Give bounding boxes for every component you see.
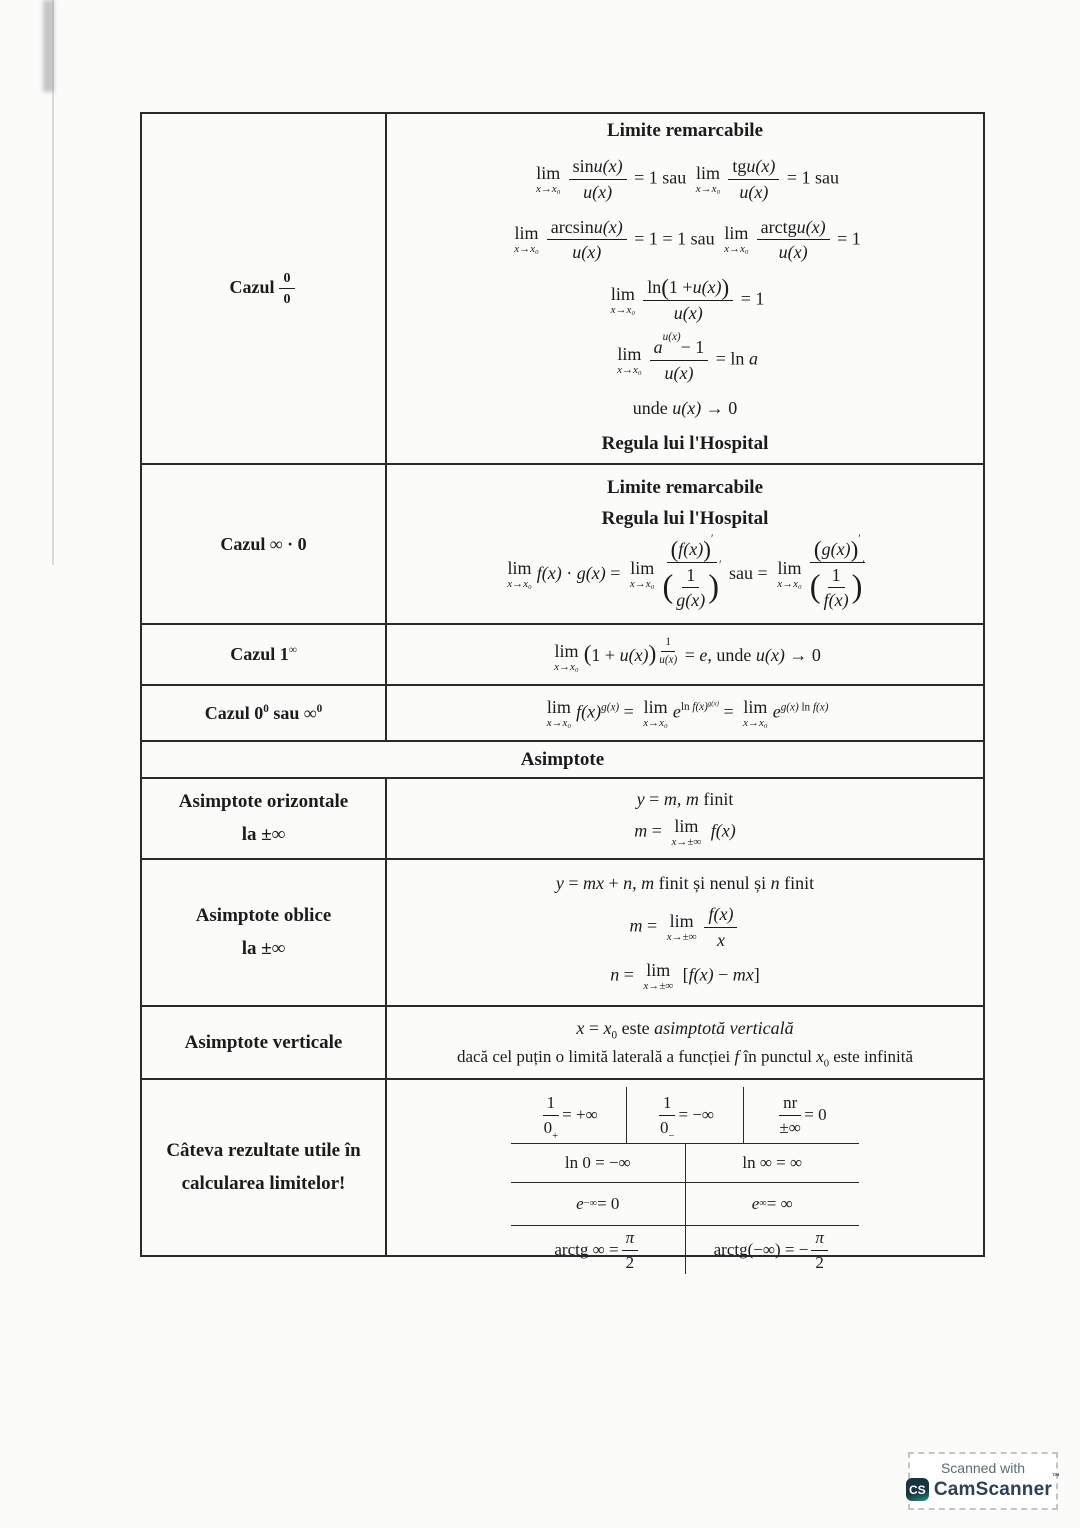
table-row-asimptote-oblice [142,858,983,1005]
label-oblice-line2: la ±∞ [241,938,286,959]
result-e-minus-inf: e −∞ = 0 [576,1194,620,1213]
useful-results-table [511,1087,859,1274]
result-e-inf: e ∞ = ∞ [685,1183,860,1225]
header-regula-lhospital-2: Regula lui l'Hospital [601,507,769,529]
formula-e-limit: lim x→x₀ (1 + u(x)) $^{\frac{1}{u(x)}}$ = e, unde u(x) → 0 [554,636,821,673]
row-content-rezultate [387,1080,983,1272]
label-cazul-0pow0: Cazul $0^0$ sau ∞$^0$ [204,702,323,723]
row-label-cazul-0-0 [142,114,387,463]
row-label-orizontale [142,779,387,858]
table-row-cazul-1-inf [142,623,983,684]
result-ln0: ln 0 = −∞ [564,1153,631,1172]
formula-ln-limit: lim x→x₀ ln ( 1 + u(x) ) u(x) = 1 [610,273,765,323]
scanned-with-text: Scanned with [940,1460,1026,1476]
label-oblice-line1: Asimptote oblice [195,905,332,926]
results-row-4 [511,1225,859,1274]
header-limite-remarcabile: Limite remarcabile [607,120,763,141]
formula-m-limit: m = lim x→±∞ f(x) [634,816,736,848]
row-content-verticale [387,1007,983,1078]
header-asimptote: Asimptote [520,748,605,770]
formula-y-mx-n: y = mx + n, m finit și nenul și n finit [555,873,815,894]
table-row-asimptote-orizontale [142,777,983,858]
table-row-cazul-inf-0 [142,463,983,623]
result-1-over-0plus: 1 0 + = +∞ [543,1092,598,1143]
row-content-cazul-inf-0 [387,465,983,623]
label-verticale: Asimptote verticale [184,1031,343,1053]
formula-y-equals-m: y = m, m finit [636,789,734,809]
row-content-orizontale [387,779,983,858]
label-cazul-1-inf: Cazul 1∞ [230,644,297,664]
formula-x-x0-verticala: $x = x_0$ este asimptotă verticală [576,1018,794,1042]
header-limite-remarcabile-2: Limite remarcabile [607,476,763,498]
label-rezultate-line2: calcularea limitelor! [181,1173,346,1194]
camscanner-brand-row [906,1472,1061,1501]
result-nr-over-inf: $\frac{nr}{\pm\infty}$ = 0 [743,1087,859,1143]
formula-exponential-limit: lim x→x₀ a u(x) − 1 u(x) = ln a [617,331,758,384]
label-orizontale-line2: la ±∞ [241,824,286,845]
formula-sin-tg-limits: lim x→x₀ sin u(x) u(x) = 1 sau lim x→x₀ tg u(x) u(x) = 1 sau [536,156,839,202]
scan-artifact-line [52,0,54,565]
formula-product-lhospital: lim x→x₀ f(x) · g(x) = lim x→x₀ ( f(x) ) ′ ( $\frac{1}{g(x)}$ ) ′ sau = lim x→x₀ ( g(x) ) ′ ( $\frac{1}{f(x)}$ ) ′ [507,532,865,611]
row-label-cazul-1-inf [142,625,387,684]
row-label-cazul-inf-0 [142,465,387,623]
table-row-cazul-0pow0 [142,684,983,740]
formula-power-limit: lim x→x₀ $f(x)^{g(x)}$ = lim x→x₀ $e^{ln f(x)^{g(x)}}$ = lim x→x₀ $e^{g(x) ln f(x)}$ [546,696,829,729]
table-row-rezultate-utile [142,1078,983,1272]
label-cazul-inf-0: Cazul ∞ · 0 [220,533,307,554]
formula-table [140,112,985,1272]
row-content-cazul-1-inf [387,625,983,684]
formula-m-slope-limit: m = lim x→±∞ $\frac{f(x)}{x}$ [630,904,741,950]
label-cazul-0-0: Cazul $\frac{0}{0}$ [229,270,297,307]
asimptote-header-cell [142,742,983,777]
results-row-2 [511,1143,859,1182]
formula-n-intercept-limit: n = lim x→±∞ [f(x) − mx] [610,959,760,992]
formula-unde-u-to-0: unde u(x) → 0 [632,397,738,418]
row-label-verticale [142,1007,387,1078]
formula-arcsin-arctg-limits: lim x→x₀ arcsin u(x) u(x) = 1 = 1 sau lim x→x₀ arctg u(x) u(x) = 1 [514,216,861,263]
result-arctg-minus-inf: arctg(−∞) = − $\frac{\pi}{2}$ [685,1226,860,1274]
result-ln-inf: ln ∞ = ∞ [685,1144,860,1182]
trademark-symbol: ™ [1051,1472,1061,1481]
row-content-cazul-0-0 [387,114,983,463]
text-conditie-verticala: dacă cel puțin o limită laterală a funcției f în punctul $x_0$ este infinită [456,1047,914,1070]
row-content-cazul-0pow0 [387,686,983,740]
result-1-over-0minus: 1 0 − = −∞ [626,1087,742,1143]
camscanner-badge [908,1452,1061,1510]
table-row-asimptote-header [142,740,983,777]
label-rezultate-line1: Câteva rezultate utile în [166,1140,361,1161]
camscanner-name: CamScanner™ [933,1472,1061,1500]
table-row-cazul-0-0 [142,114,983,463]
row-label-oblice [142,860,387,1005]
camscanner-icon: CS [906,1478,929,1501]
header-regula-lhospital: Regula lui l'Hospital [601,432,769,454]
row-content-oblice [387,860,983,1005]
label-orizontale-line1: Asimptote orizontale [178,791,349,812]
result-arctg-inf: arctg ∞ = $\frac{\pi}{2}$ [511,1226,685,1274]
results-row-3 [511,1182,859,1225]
table-row-asimptote-verticale [142,1005,983,1078]
results-row-1 [511,1087,859,1143]
row-label-cazul-0pow0 [142,686,387,740]
row-label-rezultate [142,1080,387,1255]
